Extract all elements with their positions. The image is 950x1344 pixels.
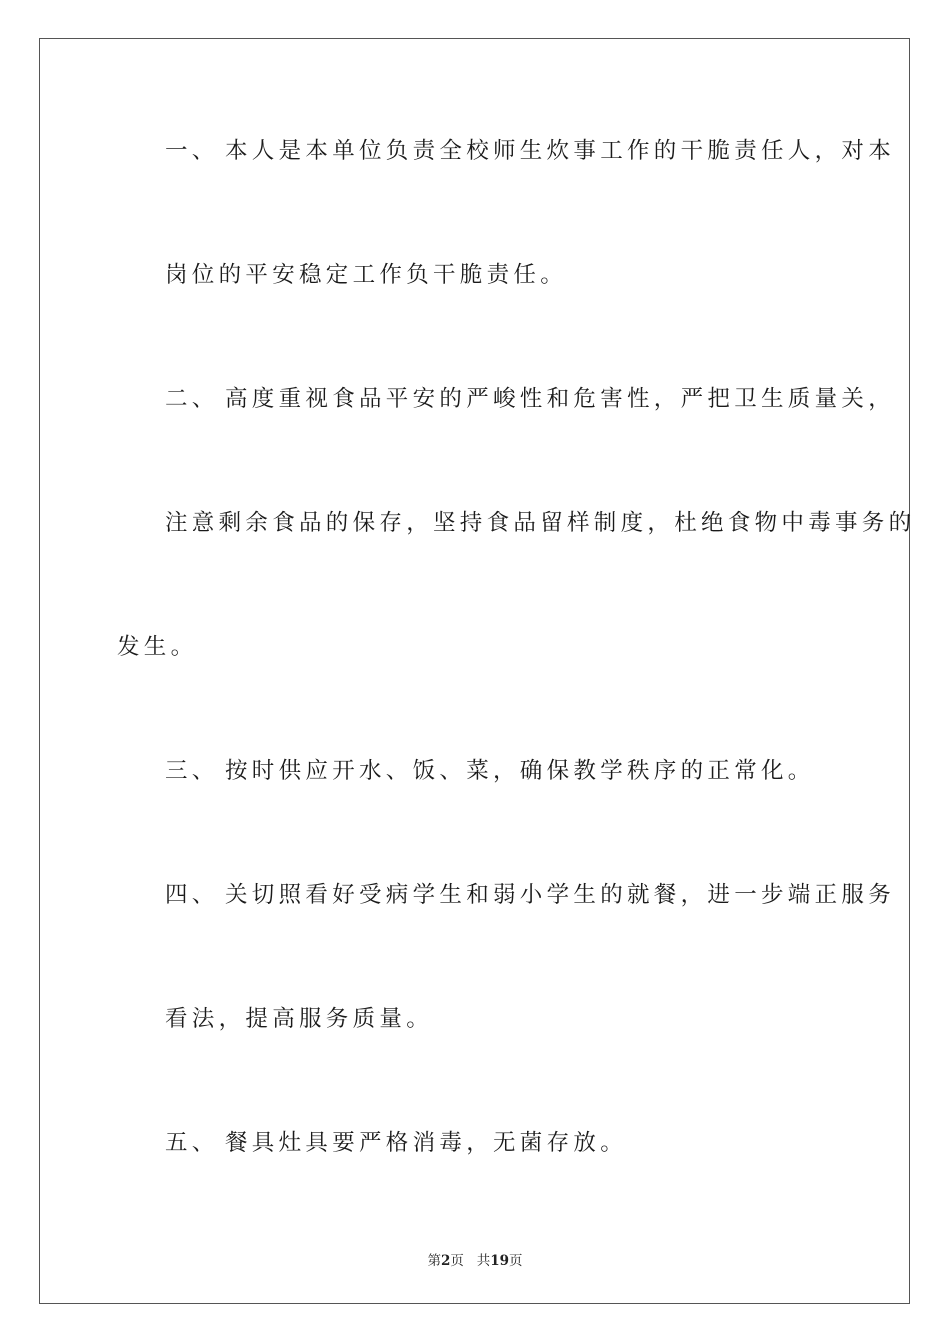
paragraph-2-line-3: 发生。 bbox=[117, 634, 198, 660]
paragraph-2-text: 高度重视食品平安的严峻性和危害性，严把卫生质量关， bbox=[225, 386, 896, 412]
footer-total-suffix: 页 bbox=[509, 1253, 523, 1269]
paragraph-2-line-2: 注意剩余食品的保存，坚持食品留样制度，杜绝食物中毒事务的 bbox=[165, 510, 916, 536]
paragraph-3-text: 按时供应开水、饭、菜，确保教学秩序的正常化。 bbox=[225, 758, 815, 784]
footer-page-number: 2 bbox=[440, 1253, 451, 1269]
paragraph-4-text: 关切照看好受病学生和弱小学生的就餐，进一步端正服务 bbox=[225, 882, 896, 908]
paragraph-1-number: 一、 bbox=[165, 138, 219, 164]
footer-total-prefix: 共 bbox=[476, 1253, 491, 1269]
paragraph-2-line-1 bbox=[165, 388, 895, 411]
footer-page-suffix: 页 bbox=[450, 1253, 464, 1269]
paragraph-1-line-1 bbox=[165, 140, 895, 163]
paragraph-5-text: 餐具灶具要严格消毒，无菌存放。 bbox=[225, 1130, 628, 1156]
footer-prefix: 第 bbox=[427, 1253, 441, 1269]
paragraph-2-number: 二、 bbox=[165, 386, 219, 412]
footer-total-pages: 19 bbox=[490, 1253, 510, 1269]
paragraph-1-text: 本人是本单位负责全校师生炊事工作的干脆责任人，对本 bbox=[225, 138, 896, 164]
paragraph-1-line-2: 岗位的平安稳定工作负干脆责任。 bbox=[165, 262, 568, 288]
paragraph-3-number: 三、 bbox=[165, 758, 219, 784]
paragraph-3-line-1 bbox=[165, 760, 815, 783]
paragraph-4-line-2: 看法，提高服务质量。 bbox=[165, 1006, 434, 1032]
paragraph-5-number: 五、 bbox=[165, 1130, 219, 1156]
page-footer bbox=[0, 1249, 950, 1269]
paragraph-4-number: 四、 bbox=[165, 882, 219, 908]
paragraph-5-line-1 bbox=[165, 1132, 627, 1155]
page-frame bbox=[39, 38, 910, 1304]
paragraph-4-line-1 bbox=[165, 884, 895, 907]
